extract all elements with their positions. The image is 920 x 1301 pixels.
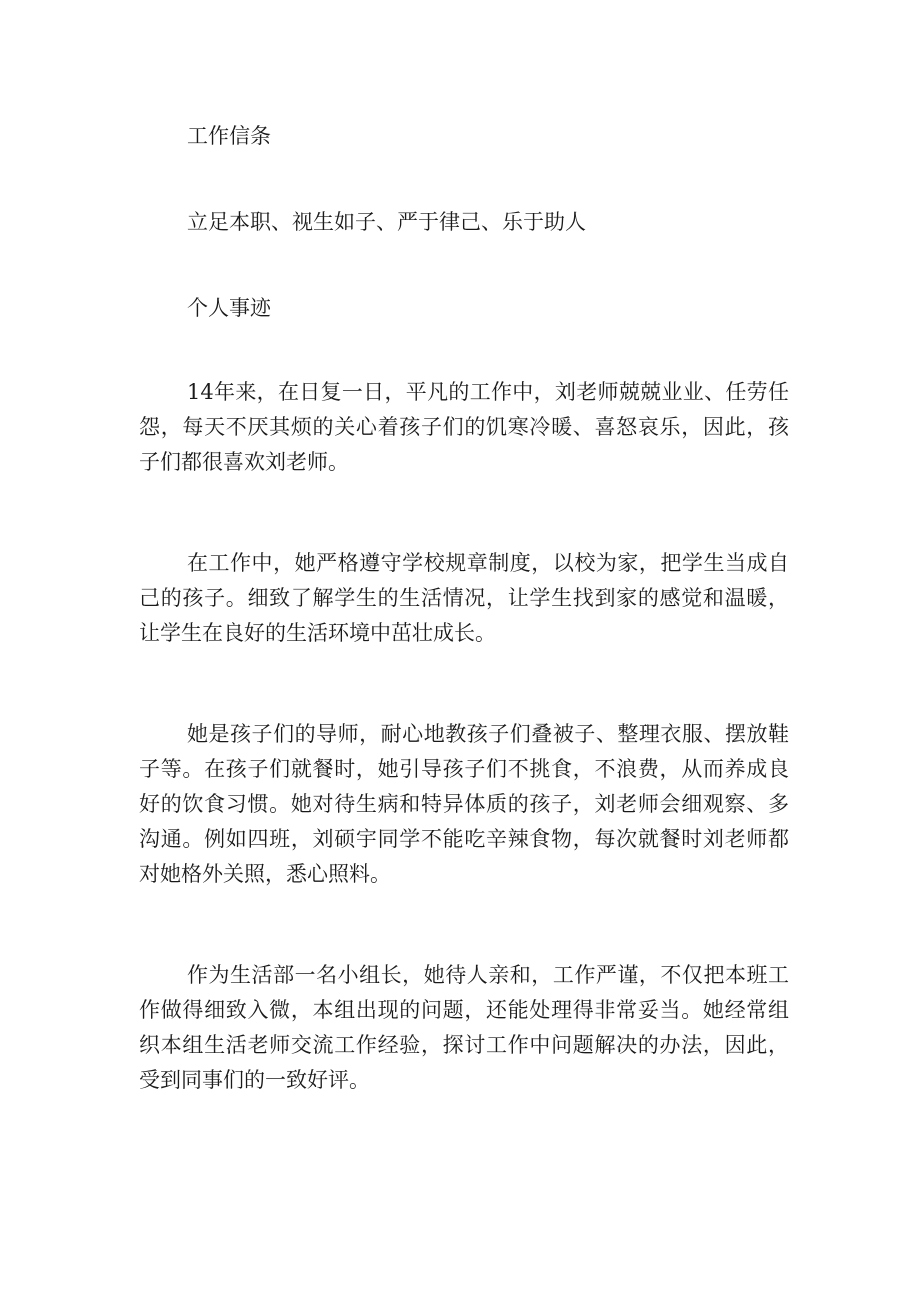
motto-text: 立足本职、视生如子、严于律己、乐于助人	[187, 210, 586, 234]
heading-personal-deeds: 个人事迹	[187, 296, 271, 320]
paragraph-1: 14年来，在日复一日，平凡的工作中，刘老师兢兢业业、任劳任怨，每天不厌其烦的关心着孩子们的饥寒冷暖、喜怒哀乐，因此，孩子们都很喜欢刘老师。	[139, 380, 789, 474]
heading-work-motto: 工作信条	[187, 124, 271, 148]
paragraph-4: 作为生活部一名小组长，她待人亲和，工作严谨，不仅把本班工作做得细致入微，本组出现的问题，还能处理得非常妥当。她经常组织本组生活老师交流工作经验，探讨工作中问题解决的办法，因此，受到同事们的一致好评。	[139, 963, 789, 1092]
paragraph-3: 她是孩子们的导师，耐心地教孩子们叠被子、整理衣服、摆放鞋子等。在孩子们就餐时，她引导孩子们不挑食，不浪费，从而养成良好的饮食习惯。她对待生病和特异体质的孩子，刘老师会细观察、多沟通。例如四班，刘硕宇同学不能吃辛辣食物，每次就餐时刘老师都对她格外关照，悉心照料。	[139, 722, 789, 886]
paragraph-2: 在工作中，她严格遵守学校规章制度，以校为家，把学生当成自己的孩子。细致了解学生的生活情况，让学生找到家的感觉和温暖，让学生在良好的生活环境中茁壮成长。	[139, 551, 789, 645]
